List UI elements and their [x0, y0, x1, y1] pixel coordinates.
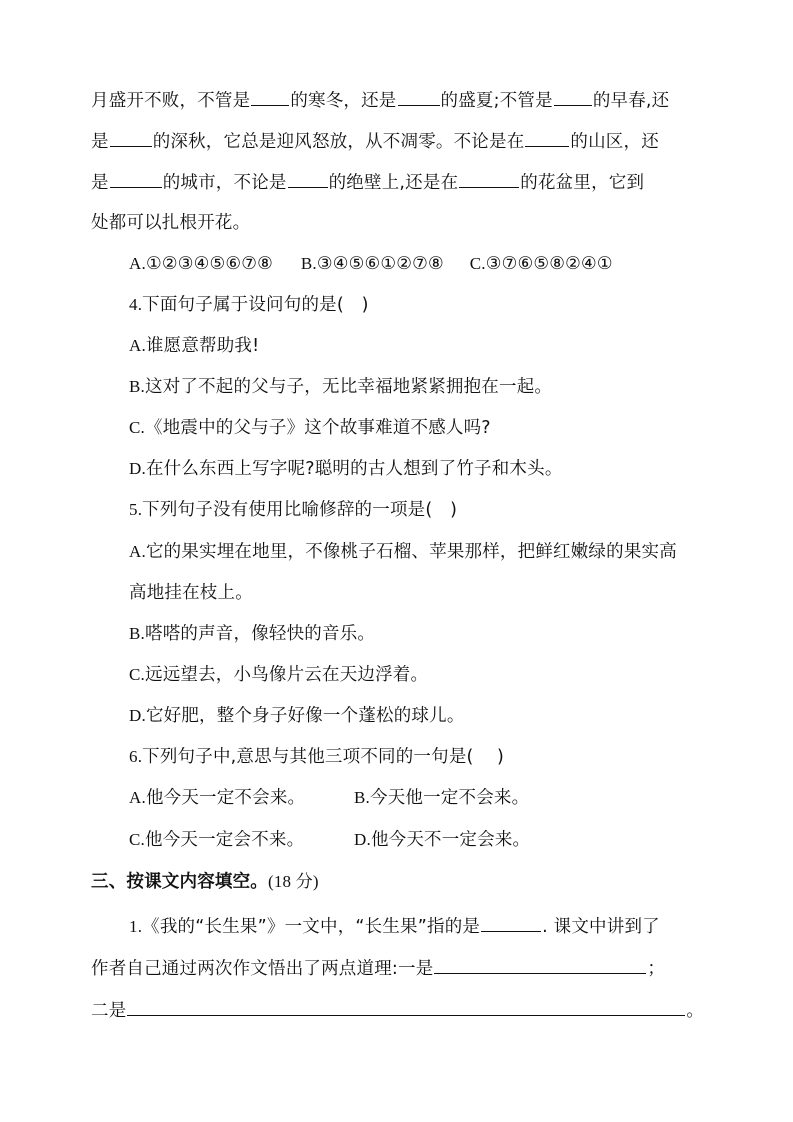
passage-text: 的山区，还 — [570, 132, 659, 152]
passage-line-3 — [91, 170, 706, 195]
passage-text: 的寒冬，还是 — [290, 91, 397, 111]
option-c-text: ③⑦⑥⑤⑧②④① — [485, 254, 613, 274]
option-label: B. — [354, 788, 370, 807]
question-number: 4. — [129, 295, 143, 314]
q6-option-b — [354, 786, 529, 810]
fill-blank[interactable] — [110, 170, 162, 188]
option-text: 远远望去，小鸟像片云在天边浮着。 — [145, 665, 429, 685]
option-text: 他今天一定不会来。 — [145, 788, 306, 808]
passage-text: 的城市，不论是 — [162, 173, 287, 193]
section-title: 三、按课文内容填空。 — [91, 872, 268, 892]
fill-blank[interactable] — [127, 998, 685, 1016]
punctuation: ； — [647, 959, 666, 979]
option-text: 这对了不起的父与子，无比幸福地紧紧拥抱在一起。 — [145, 377, 553, 397]
s3-q1-line-1 — [129, 914, 744, 939]
q4-option-d — [129, 457, 744, 481]
q4-option-a — [129, 334, 744, 358]
option-text: 他今天一定会不来。 — [145, 830, 305, 850]
q6-options-row-2 — [129, 828, 744, 852]
passage-text: 是 — [91, 173, 109, 193]
option-label: A. — [129, 254, 146, 273]
s3-q1-line-3 — [91, 998, 706, 1023]
passage-text: 月盛开不败，不管是 — [91, 91, 251, 111]
q5-option-b — [129, 622, 744, 646]
option-label: D. — [129, 459, 146, 478]
s3-q1-line-2 — [91, 956, 706, 981]
question-text: 《我的“长生果”》一文中，“长生果”指的是 — [142, 917, 481, 937]
fill-blank[interactable] — [481, 914, 541, 932]
passage-text: 的绝壁上,还是在 — [328, 173, 459, 193]
option-text: 嗒嗒的声音，像轻快的音乐。 — [145, 624, 376, 644]
fill-blank[interactable] — [251, 88, 289, 106]
passage-line-4 — [91, 211, 706, 235]
option-a-text: ①②③④⑤⑥⑦⑧ — [145, 254, 274, 274]
question-number: 6. — [129, 747, 143, 766]
q5-option-d — [129, 704, 744, 728]
option-label: B. — [129, 377, 145, 396]
option-label: B. — [129, 624, 145, 643]
question-text: . 课文中讲到了 — [542, 917, 660, 937]
section-3-heading — [91, 870, 706, 894]
option-text: 谁愿意帮助我! — [145, 336, 260, 356]
passage-text: 的花盆里，它到 — [520, 173, 645, 193]
option-text: 在什么东西上写字呢?聪明的古人想到了竹子和木头。 — [145, 459, 563, 479]
option-label: C. — [129, 665, 145, 684]
option-text: 它好肥，整个身子好像一个蓬松的球儿。 — [145, 706, 465, 726]
q6-options-row-1 — [129, 786, 744, 810]
fill-blank[interactable] — [398, 88, 440, 106]
passage-text: 的深秋，它总是迎风怒放，从不凋零。不论是在 — [152, 132, 525, 152]
passage-line-1 — [91, 88, 706, 113]
option-text-continued: 高地挂在枝上。 — [129, 583, 253, 603]
q4-option-c — [129, 416, 744, 440]
question-number: 1. — [129, 917, 143, 936]
option-label: C. — [129, 418, 145, 437]
question-number: 5. — [129, 500, 143, 519]
question-stem: 下列句子中,意思与其他三项不同的一句是( ) — [142, 747, 505, 767]
option-label: B. — [300, 254, 317, 273]
q6-option-a — [129, 788, 305, 808]
question-stem: 下列句子没有使用比喻修辞的一项是( ) — [142, 500, 458, 520]
passage-line-2 — [91, 129, 706, 154]
fill-blank[interactable] — [434, 956, 646, 974]
q5-option-c — [129, 663, 744, 687]
q6-option-c — [129, 830, 304, 850]
fill-blank[interactable] — [554, 88, 592, 106]
option-label: A. — [129, 336, 146, 355]
q6-option-d — [354, 828, 530, 852]
passage-text: 的盛夏;不管是 — [440, 91, 553, 111]
fill-blank[interactable] — [288, 170, 328, 188]
option-text: 《地震中的父与子》这个故事难道不感人吗? — [145, 418, 491, 438]
option-text: 今天他一定不会来。 — [370, 788, 530, 808]
passage-text: 处都可以扎根开花。 — [91, 213, 251, 233]
option-label: D. — [129, 706, 146, 725]
q5-option-a-cont — [129, 581, 744, 605]
option-text: 它的果实埋在地里，不像桃子石榴、苹果那样，把鲜红嫩绿的果实高 — [145, 542, 677, 562]
punctuation: 。 — [686, 1001, 705, 1021]
option-label: C. — [129, 830, 145, 849]
question-stem: 下面句子属于设问句的是( ) — [142, 295, 369, 315]
option-label: C. — [469, 254, 486, 273]
fill-blank[interactable] — [110, 129, 152, 147]
passage-text: 的早春,还 — [592, 91, 670, 111]
option-label: A. — [129, 542, 146, 561]
q6-stem — [129, 745, 744, 769]
question-text: 二是 — [91, 1001, 127, 1021]
question-text: 作者自己通过两次作文悟出了两点道理:一是 — [91, 959, 434, 979]
option-label: A. — [129, 788, 146, 807]
q5-stem — [129, 498, 744, 522]
fill-blank[interactable] — [459, 170, 519, 188]
option-b-text: ③④⑤⑥①②⑦⑧ — [316, 254, 444, 274]
q5-option-a — [129, 540, 744, 564]
q3-options — [129, 252, 744, 276]
fill-blank[interactable] — [525, 129, 569, 147]
q4-stem — [129, 293, 744, 317]
option-label: D. — [354, 830, 371, 849]
option-text: 他今天不一定会来。 — [370, 830, 531, 850]
passage-text: 是 — [91, 132, 109, 152]
q4-option-b — [129, 375, 744, 399]
section-score: (18 分) — [268, 872, 319, 891]
